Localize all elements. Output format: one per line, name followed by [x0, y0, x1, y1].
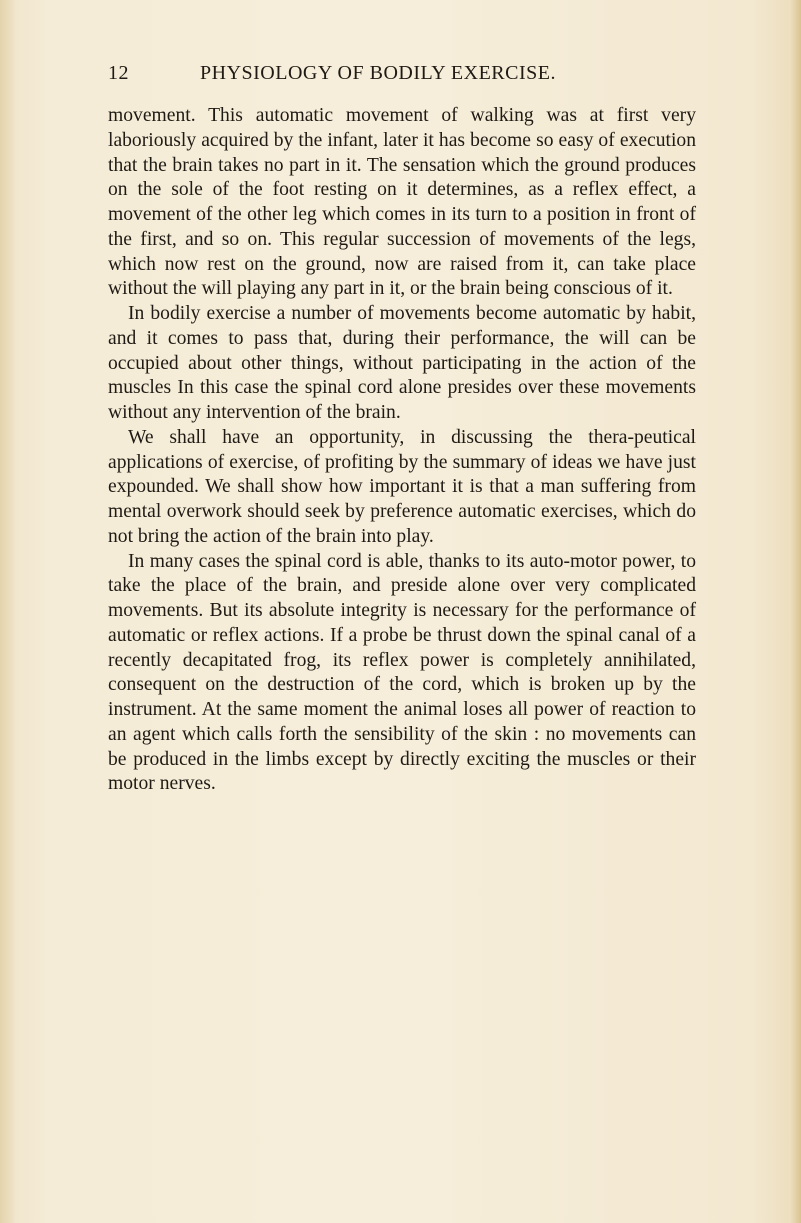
page-right-edge	[789, 0, 801, 1223]
page-left-edge	[0, 0, 14, 1223]
paragraph-continued: movement. This automatic movement of walking was at first very laboriously acquired by the infant, later it has become so easy of execution that the brain takes no part in it. The sensation which the ground produces on the sole of the foot resting on it determines, as a reflex effect, a movement of the other leg which comes in its turn to a position in front of the first, and so on. This regular succession of movements of the legs, which now rest on the ground, now are raised from it, can take place without the will playing any part in it, or the brain being conscious of it.	[108, 105, 696, 300]
paragraph-therapeutical: We shall have an opportunity, in discussing the thera-peutical applications of exercise, of profiting by the summary of ideas we have just expounded. We shall show how important it is that a man suffering from mental overwork should seek by preference automatic exercises, which do not bring the action of the brain into play.	[108, 426, 696, 547]
paragraph-spinal-cord: In many cases the spinal cord is able, thanks to its auto-motor power, to take the place of the brain, and preside alone over very complicated movements. But its absolute integrity is necessary for the performance of automatic or reflex actions. If a probe be thrust down the spinal canal of a recently decapitated frog, its reflex power is completely annihilated, consequent on the destruction of the cord, which is broken up by the instrument. At the same moment the animal loses all power of reaction to an agent which calls forth the sensibility of the skin : no movements can be produced in the limbs except by directly exciting the muscles or their motor nerves.	[108, 550, 696, 795]
paragraph-bodily-exercise: In bodily exercise a number of movements become automatic by habit, and it comes to pass that, during their performance, the will can be occupied about other things, without participating in the action of the muscles In this case the spinal cord alone presides over these movements without any intervention of the brain.	[108, 303, 696, 423]
page-number: 12	[108, 62, 129, 84]
running-header	[108, 62, 696, 86]
body-text	[108, 104, 696, 797]
running-title: PHYSIOLOGY OF BODILY EXERCISE.	[200, 62, 556, 84]
